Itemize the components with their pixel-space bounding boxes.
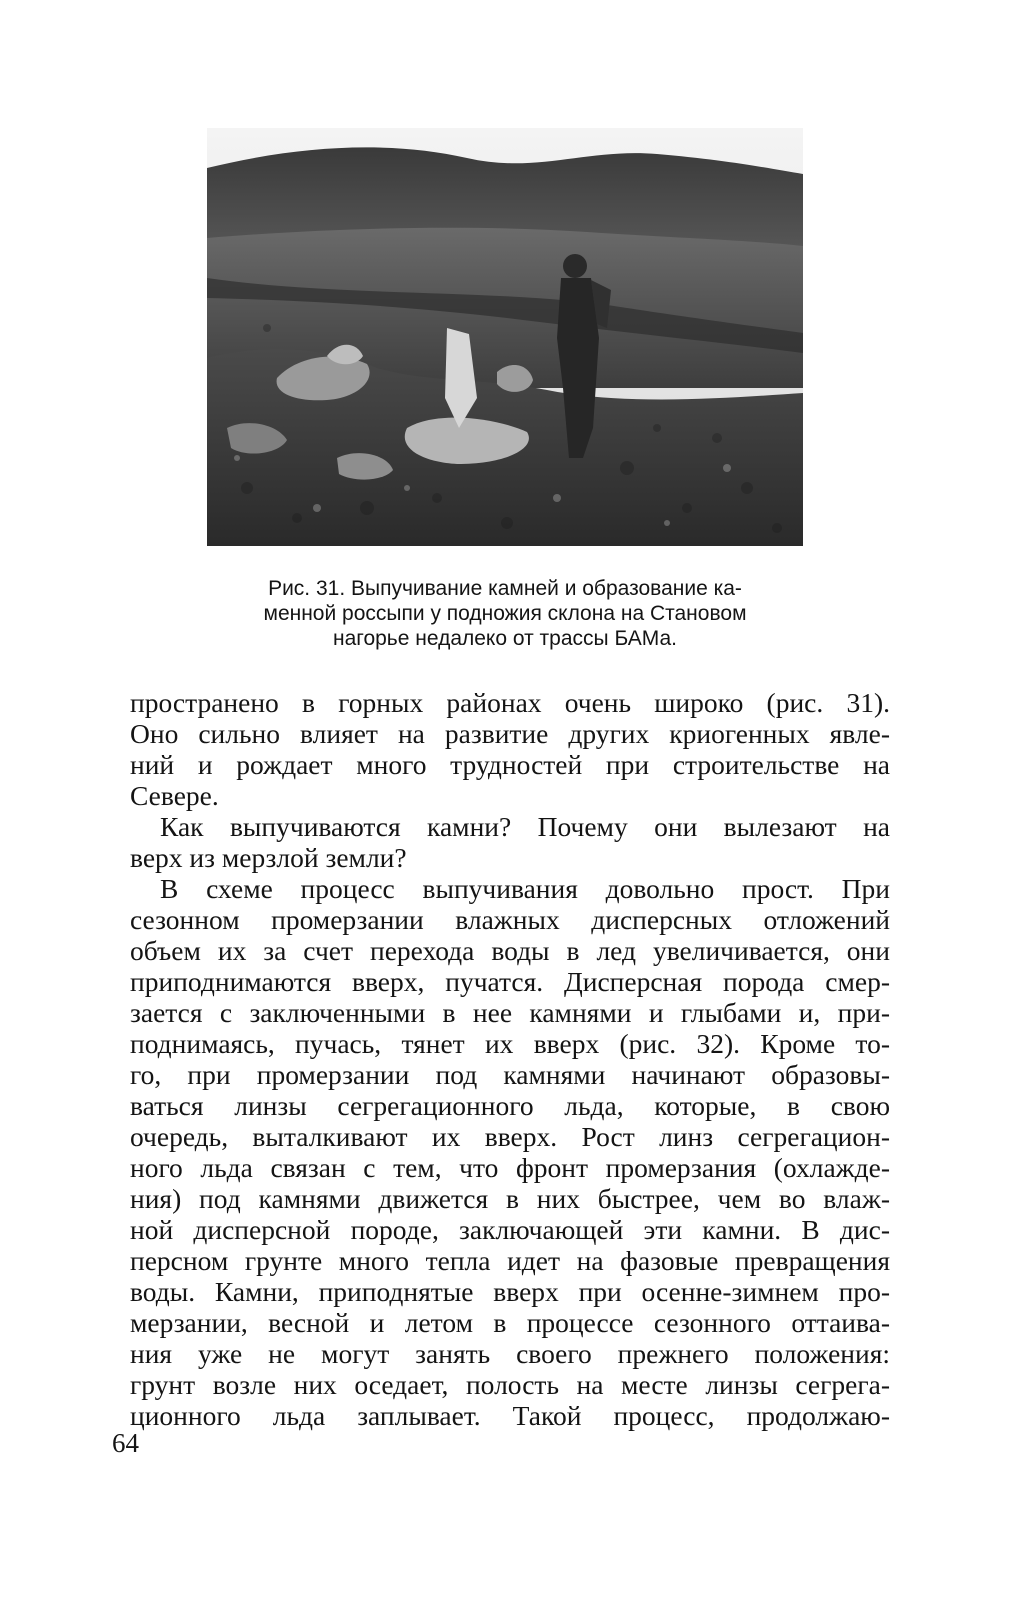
text-line: Оно сильно влияет на развитие других криогенных явле- — [130, 718, 890, 749]
text-line: ния уже не могут занять своего прежнего положения: — [130, 1338, 890, 1369]
text-line: ционного льда заплывает. Такой процесс, продолжаю- — [130, 1400, 890, 1431]
text-line: ной дисперсной породе, заключающей эти камни. В дис- — [130, 1214, 890, 1245]
text-line: Севере. — [130, 780, 219, 811]
text-line: ваться линзы сегрегационного льда, которые, в свою — [130, 1090, 890, 1121]
caption-line: нагорье недалеко от трассы БАМа. — [332, 627, 678, 650]
text-line: мерзании, весной и летом в процессе сезонного оттаива- — [130, 1307, 890, 1338]
caption-line: Рис. 31. Выпучивание камней и образование ка- — [268, 577, 742, 600]
text-line: очередь, выталкивают их вверх. Рост линз сегрегацион- — [130, 1121, 890, 1152]
text-line: верх из мерзлой земли? — [130, 842, 407, 873]
text-line: грунт возле них оседает, полость на месте линзы сегрега- — [130, 1369, 890, 1400]
text-line: персном грунте много тепла идет на фазовые превращения — [130, 1245, 890, 1276]
figure-caption — [170, 576, 840, 651]
paragraph — [130, 687, 890, 811]
text-line: ния) под камнями движется в них быстрее, чем во влаж- — [130, 1183, 890, 1214]
text-line: го, при промерзании под камнями начинают образовы- — [130, 1059, 890, 1090]
page-number: 64 — [112, 1428, 139, 1458]
caption-line: менной россыпи у подножия склона на Становом — [263, 602, 747, 625]
paragraph — [130, 811, 890, 873]
text-line: воды. Камни, приподнятые вверх при осенне-зимнем про- — [130, 1276, 890, 1307]
text-line: сезонном промерзании влажных дисперсных отложений — [130, 904, 890, 935]
text-line: В схеме процесс выпучивания довольно прост. При — [160, 873, 890, 904]
body-text — [130, 687, 890, 1431]
figure-photo — [207, 128, 803, 546]
text-line: пространено в горных районах очень широко (рис. 31). — [130, 687, 890, 718]
text-line: объем их за счет перехода воды в лед увеличивается, они — [130, 935, 890, 966]
text-line: зается с заключенными в нее камнями и глыбами и, при- — [130, 997, 890, 1028]
text-line: Как выпучиваются камни? Почему они вылезают на — [160, 811, 890, 842]
text-line: приподнимаются вверх, пучатся. Дисперсная порода смер- — [130, 966, 890, 997]
text-line: поднимаясь, пучась, тянет их вверх (рис. 32). Кроме то- — [130, 1028, 890, 1059]
paragraph — [130, 873, 890, 1431]
text-line: ного льда связан с тем, что фронт промерзания (охлажде- — [130, 1152, 890, 1183]
text-line: ний и рождает много трудностей при строительстве на — [130, 749, 890, 780]
